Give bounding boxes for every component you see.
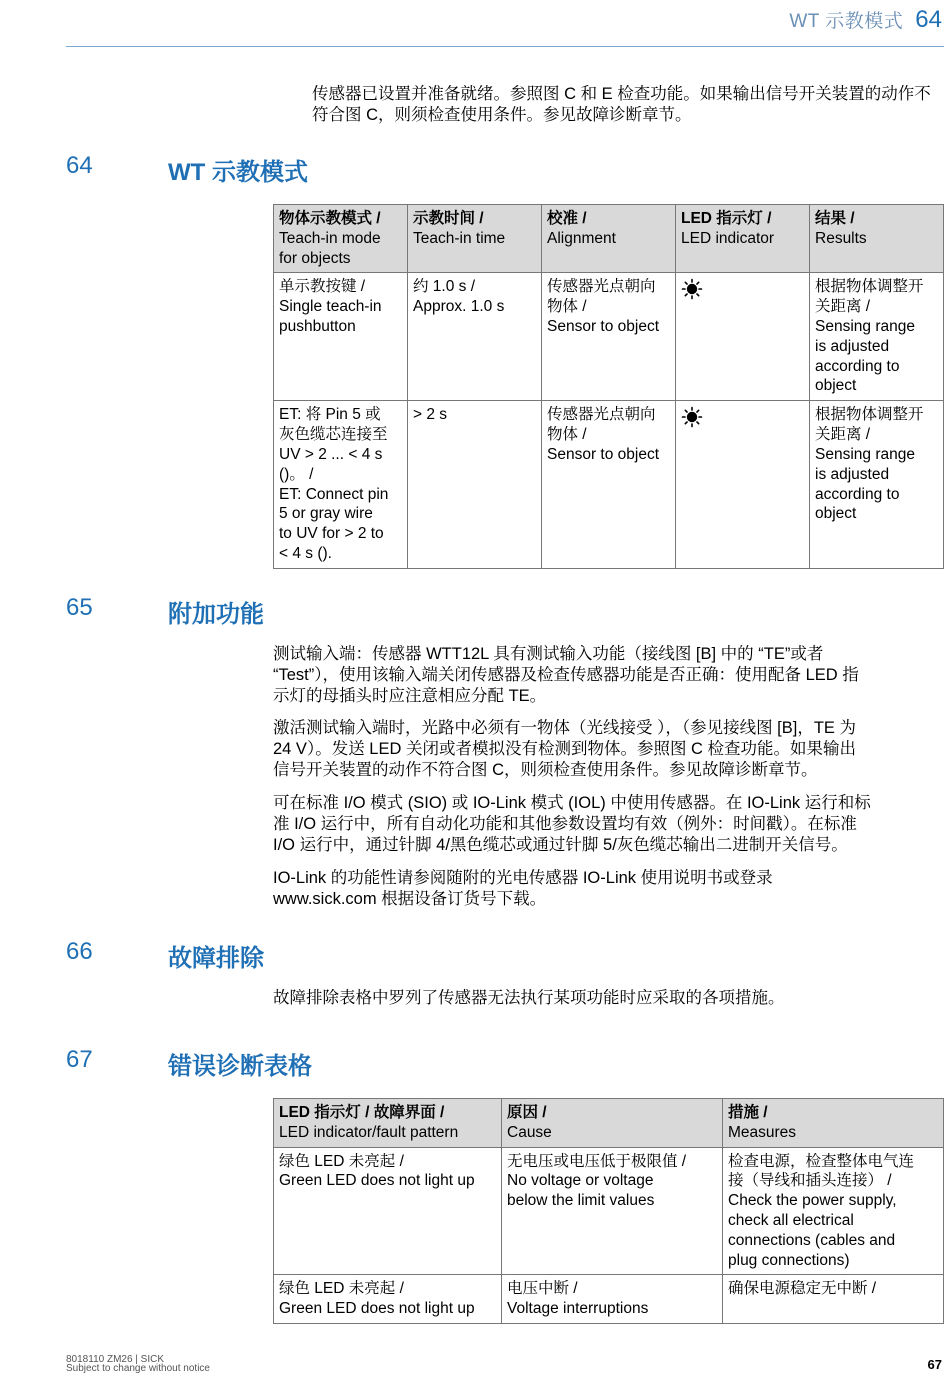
section-title: 附加功能: [168, 601, 264, 628]
text-line: www.sick.com 根据设备订货号下载。: [273, 890, 547, 908]
table-cell: > 2 s: [408, 401, 542, 568]
table-cell: 单示教按键 / Single teach-in pushbutton: [274, 273, 408, 401]
table-cell: 确保电源稳定无中断 /: [723, 1275, 944, 1324]
running-header-number: 64: [915, 6, 942, 33]
section-title: 故障排除: [168, 945, 264, 972]
table-row: [274, 1147, 944, 1275]
column-header: LED 指示灯 / LED indicator: [676, 205, 810, 273]
table-cell: 无电压或电压低于极限值 / No voltage or voltage below the limit values: [502, 1147, 723, 1275]
table-cell: [676, 401, 810, 568]
page-number: 67: [927, 1357, 942, 1372]
body-paragraph: [273, 644, 859, 707]
table-cell: 绿色 LED 未亮起 / Green LED does not light up: [274, 1275, 502, 1324]
section-title: WT 示教模式: [168, 159, 308, 186]
header-divider: [66, 46, 944, 47]
table-cell: [676, 273, 810, 401]
led-on-icon: [681, 278, 703, 300]
section-number: 66: [66, 938, 93, 965]
text-line: 准 I/O 运行中，所有自动化功能和其他参数设置均有效（例外：时间戳）。在标准: [273, 815, 857, 833]
text-line: 信号开关装置的动作不符合图 C，则须检查使用条件。参见故障诊断章节。: [273, 761, 818, 779]
text-line: “Test”），使用该输入端关闭传感器及检查传感器功能是否正确：使用配备 LED 指: [273, 666, 859, 684]
text-line: 可在标准 I/O 模式 (SIO) 或 IO-Link 模式 (IOL) 中使用传感器。在 IO-Link 运行和标: [273, 794, 871, 812]
column-header: 校准 / Alignment: [542, 205, 676, 273]
column-header: 措施 / Measures: [723, 1099, 944, 1148]
text-line: 测试输入端：传感器 WTT12L 具有测试输入功能（接线图 [B] 中的 “TE”或者: [273, 645, 824, 663]
body-paragraph: [273, 793, 871, 856]
text-line: 示灯的母插头时应注意相应分配 TE。: [273, 687, 547, 705]
column-header: 物体示教模式 / Teach-in mode for objects: [274, 205, 408, 273]
table-header-row: [274, 205, 944, 273]
text-line: 符合图 C，则须检查使用条件。参见故障诊断章节。: [312, 106, 692, 124]
text-line: 24 V）。发送 LED 关闭或者模拟没有检测到物体。参照图 C 检查功能。如果输出: [273, 740, 857, 758]
table-row: [274, 1275, 944, 1324]
intro-paragraph: [312, 84, 931, 126]
table-header-row: [274, 1099, 944, 1148]
table-cell: 电压中断 / Voltage interruptions: [502, 1275, 723, 1324]
table-row: [274, 273, 944, 401]
text-line: 传感器已设置并准备就绪。参照图 C 和 E 检查功能。如果输出信号开关装置的动作不: [312, 85, 931, 103]
running-header: [789, 6, 942, 42]
diagnosis-table: [273, 1098, 944, 1324]
column-header: LED 指示灯 / 故障界面 / LED indicator/fault pattern: [274, 1099, 502, 1148]
table-cell: 根据物体调整开 关距离 / Sensing range is adjusted according to object: [810, 401, 944, 568]
body-paragraph: [273, 718, 856, 781]
column-header: 原因 / Cause: [502, 1099, 723, 1148]
column-header: 示教时间 / Teach-in time: [408, 205, 542, 273]
table-cell: 检查电源，检查整体电气连 接（导线和插头连接） / Check the power supply, check all electrical connections (cables and plug connections): [723, 1147, 944, 1275]
table-cell: 根据物体调整开 关距离 / Sensing range is adjusted according to object: [810, 273, 944, 401]
text-line: IO-Link 的功能性请参阅随附的光电传感器 IO-Link 使用说明书或登录: [273, 869, 773, 887]
section-title: 错误诊断表格: [168, 1053, 312, 1080]
body-paragraph: [273, 868, 773, 910]
text-line: 激活测试输入端时，光路中必须有一物体（光线接受 ），（参见接线图 [B]，TE 为: [273, 719, 857, 737]
footer-doc-info: [66, 1355, 210, 1373]
footer-doc-number: 8018110 ZM26 | SICK: [66, 1354, 165, 1365]
footer-notice: Subject to change without notice: [66, 1363, 210, 1374]
section-number: 67: [66, 1046, 93, 1073]
table-cell: 传感器光点朝向 物体 / Sensor to object: [542, 273, 676, 401]
section-number: 64: [66, 152, 93, 179]
table-cell: ET: 将 Pin 5 或 灰色缆芯连接至 UV > 2 ... < 4 s ()。 / ET: Connect pin 5 or gray wire to UV for > 2 to < 4 s ().: [274, 401, 408, 568]
table-cell: 传感器光点朝向 物体 / Sensor to object: [542, 401, 676, 568]
table-cell: 约 1.0 s / Approx. 1.0 s: [408, 273, 542, 401]
teach-in-table: [273, 204, 944, 569]
running-header-title: WT 示教模式: [789, 11, 904, 32]
column-header: 结果 / Results: [810, 205, 944, 273]
table-row: [274, 401, 944, 568]
table-cell: 绿色 LED 未亮起 / Green LED does not light up: [274, 1147, 502, 1275]
led-on-icon: [681, 406, 703, 428]
body-paragraph: [273, 988, 785, 1009]
text-line: 故障排除表格中罗列了传感器无法执行某项功能时应采取的各项措施。: [273, 989, 785, 1007]
section-number: 65: [66, 594, 93, 621]
text-line: I/O 运行中，通过针脚 4/黑色缆芯或通过针脚 5/灰色缆芯输出二进制开关信号。: [273, 836, 848, 854]
